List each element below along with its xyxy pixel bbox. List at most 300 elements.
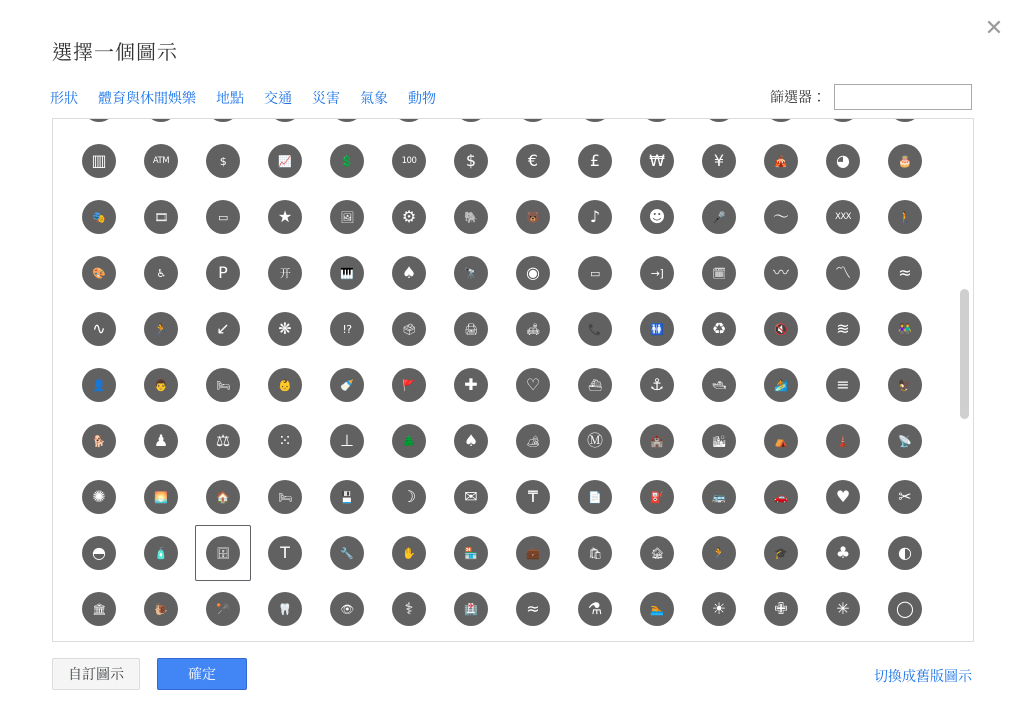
amusement-park-icon[interactable]: ⚙: [392, 200, 426, 234]
cake-icon[interactable]: 🎂: [888, 144, 922, 178]
icon-cell[interactable]: [381, 189, 437, 245]
icon-cell[interactable]: [505, 245, 561, 301]
swimming-icon[interactable]: ≋: [826, 312, 860, 346]
icon-cell[interactable]: [629, 637, 685, 641]
filter-input[interactable]: [834, 84, 972, 110]
icon-cell[interactable]: [691, 301, 747, 357]
calendar-icon[interactable]: 🗓: [702, 256, 736, 290]
partial-icon-4[interactable]: [268, 119, 302, 122]
icon-cell[interactable]: [319, 581, 375, 637]
icon-cell[interactable]: [629, 301, 685, 357]
icon-cell[interactable]: [753, 245, 809, 301]
icon-cell[interactable]: [629, 119, 685, 133]
bank-icon[interactable]: 🏛: [82, 592, 116, 626]
icon-cell[interactable]: [443, 133, 499, 189]
icon-cell[interactable]: [505, 119, 561, 133]
lab-icon[interactable]: ⚗: [578, 592, 612, 626]
scales-icon[interactable]: ⚖: [206, 424, 240, 458]
monument-icon[interactable]: ⊥: [330, 424, 364, 458]
icon-cell[interactable]: [195, 413, 251, 469]
icon-cell[interactable]: [133, 245, 189, 301]
icon-cell[interactable]: [71, 469, 127, 525]
anchor-icon[interactable]: ⚓: [640, 368, 674, 402]
icon-cell[interactable]: [71, 245, 127, 301]
clover-icon[interactable]: ♣: [826, 536, 860, 570]
icon-cell[interactable]: [505, 469, 561, 525]
briefcase-icon[interactable]: 💼: [516, 536, 550, 570]
icon-cell[interactable]: [629, 581, 685, 637]
partial-icon-5[interactable]: [330, 119, 364, 122]
snail-icon[interactable]: 🐌: [144, 592, 178, 626]
icon-cell[interactable]: [753, 133, 809, 189]
icon-cell[interactable]: [629, 469, 685, 525]
shelter-icon[interactable]: 🏚: [640, 536, 674, 570]
icon-cell[interactable]: [691, 245, 747, 301]
text-icon[interactable]: T: [268, 536, 302, 570]
icon-cell[interactable]: [133, 357, 189, 413]
icon-cell[interactable]: [567, 581, 623, 637]
icon-cell[interactable]: [381, 357, 437, 413]
icon-cell[interactable]: [691, 413, 747, 469]
icon-cell[interactable]: [815, 469, 871, 525]
icon-cell[interactable]: [319, 637, 375, 641]
icon-cell[interactable]: [815, 413, 871, 469]
icon-cell[interactable]: [629, 245, 685, 301]
tab-disaster[interactable]: 災害: [312, 90, 340, 106]
partial-icon-3[interactable]: [206, 119, 240, 122]
icon-cell[interactable]: [71, 133, 127, 189]
conifer-icon[interactable]: 🌲: [392, 424, 426, 458]
hotel-bed-icon[interactable]: 🛏: [268, 480, 302, 514]
icon-cell[interactable]: [815, 525, 871, 581]
icon-cell[interactable]: [381, 133, 437, 189]
tab-places[interactable]: 地點: [216, 90, 244, 106]
half-circle-icon[interactable]: ◓: [82, 536, 116, 570]
icon-cell[interactable]: [505, 525, 561, 581]
running-icon[interactable]: 🏃: [144, 312, 178, 346]
eye-icon[interactable]: 👁: [330, 592, 364, 626]
icon-cell[interactable]: [195, 525, 251, 581]
icon-cell[interactable]: [195, 133, 251, 189]
euro-icon[interactable]: €: [516, 144, 550, 178]
legacy-icons-link[interactable]: 切換成舊版圖示: [874, 668, 972, 684]
camping-icon[interactable]: 🏕: [516, 424, 550, 458]
vending-machine-icon[interactable]: 🗳: [392, 312, 426, 346]
icon-cell[interactable]: [381, 245, 437, 301]
icon-cell[interactable]: [195, 245, 251, 301]
ticket-icon[interactable]: ▥: [82, 144, 116, 178]
mail-icon[interactable]: ✉: [454, 480, 488, 514]
lounge-icon[interactable]: 🛋: [516, 312, 550, 346]
icon-cell[interactable]: [195, 637, 251, 641]
tab-weather[interactable]: 氣象: [360, 90, 388, 106]
icon-cell[interactable]: [257, 413, 313, 469]
icon-cell[interactable]: [195, 301, 251, 357]
icon-cell[interactable]: [505, 413, 561, 469]
sunrise-icon[interactable]: 🌅: [144, 480, 178, 514]
icon-cell[interactable]: [567, 525, 623, 581]
telephone-icon[interactable]: 📞: [578, 312, 612, 346]
icon-cell[interactable]: [753, 413, 809, 469]
snowflake-icon[interactable]: ❋: [268, 312, 302, 346]
icon-cell[interactable]: [133, 581, 189, 637]
icon-cell[interactable]: [815, 245, 871, 301]
money-bill-icon[interactable]: $: [206, 144, 240, 178]
restroom-icon[interactable]: 🚻: [640, 312, 674, 346]
icon-cell[interactable]: [691, 581, 747, 637]
icon-cell[interactable]: [71, 581, 127, 637]
icon-cell[interactable]: [443, 413, 499, 469]
information-icon[interactable]: !?: [330, 312, 364, 346]
partial-icon-2[interactable]: [144, 119, 178, 122]
icon-cell[interactable]: [691, 119, 747, 133]
bus-icon[interactable]: 🚌: [702, 480, 736, 514]
dog-icon[interactable]: 🐕: [82, 424, 116, 458]
boat-icon[interactable]: 🛥: [702, 368, 736, 402]
icon-cell[interactable]: [257, 357, 313, 413]
dollar-icon[interactable]: $: [454, 144, 488, 178]
icon-cell[interactable]: [319, 245, 375, 301]
partial-icon-12[interactable]: [764, 119, 798, 122]
accessible-icon[interactable]: ♿: [144, 256, 178, 290]
icon-cell[interactable]: [319, 133, 375, 189]
icon-cell[interactable]: [567, 301, 623, 357]
partial-icon-10[interactable]: [640, 119, 674, 122]
icon-cell[interactable]: [567, 189, 623, 245]
wrench-icon[interactable]: 🔧: [330, 536, 364, 570]
city-icon[interactable]: 🏙: [702, 424, 736, 458]
icon-cell[interactable]: [71, 301, 127, 357]
sun-icon[interactable]: ☀: [702, 592, 736, 626]
swim-pool-icon[interactable]: 🏊: [640, 592, 674, 626]
hand-icon[interactable]: ✋: [392, 536, 426, 570]
tab-sports-recreation[interactable]: 體育與休閒娛樂: [98, 90, 196, 106]
icon-cell[interactable]: [629, 413, 685, 469]
icon-cell[interactable]: [877, 189, 933, 245]
icon-cell[interactable]: [133, 133, 189, 189]
icon-cell[interactable]: [257, 469, 313, 525]
icon-cell[interactable]: [815, 119, 871, 133]
entrance-icon[interactable]: →]: [640, 256, 674, 290]
heart-icon[interactable]: ♥: [826, 480, 860, 514]
icon-cell[interactable]: [319, 189, 375, 245]
icon-cell[interactable]: [71, 413, 127, 469]
bear-icon[interactable]: 🐻: [516, 200, 550, 234]
icon-grid-scroll-area[interactable]: [53, 119, 973, 641]
icon-cell[interactable]: [381, 469, 437, 525]
icon-cell[interactable]: [319, 119, 375, 133]
icon-cell[interactable]: [691, 357, 747, 413]
bench-icon[interactable]: ▭: [206, 200, 240, 234]
icon-cell[interactable]: [753, 525, 809, 581]
pound-icon[interactable]: £: [578, 144, 612, 178]
post-icon[interactable]: ₸: [516, 480, 550, 514]
tab-transport[interactable]: 交通: [264, 90, 292, 106]
icon-cell[interactable]: [319, 357, 375, 413]
camera-icon[interactable]: ◉: [516, 256, 550, 290]
film-strip-icon[interactable]: 🎞: [144, 200, 178, 234]
icon-cell[interactable]: [381, 581, 437, 637]
sport-icon[interactable]: 🥍: [206, 592, 240, 626]
icon-cell[interactable]: [133, 413, 189, 469]
water-slide-icon[interactable]: 〽: [826, 256, 860, 290]
ok-button[interactable]: 確定: [157, 658, 247, 690]
icon-cell[interactable]: [133, 525, 189, 581]
icon-cell[interactable]: [319, 525, 375, 581]
tab-shapes[interactable]: 形狀: [50, 90, 78, 106]
partial-icon-9[interactable]: [578, 119, 612, 122]
icon-cell[interactable]: [257, 133, 313, 189]
icon-cell[interactable]: [257, 301, 313, 357]
icon-cell[interactable]: [567, 413, 623, 469]
castle-icon[interactable]: 🏰: [640, 424, 674, 458]
no-noise-icon[interactable]: 🔇: [764, 312, 798, 346]
locker-icon[interactable]: 🗄: [206, 536, 240, 570]
house-icon[interactable]: 🏠: [206, 480, 240, 514]
icon-cell[interactable]: [195, 357, 251, 413]
binoculars-icon[interactable]: 🔭: [454, 256, 488, 290]
adult-icon[interactable]: XXX: [826, 200, 860, 234]
slide-icon[interactable]: 〰: [764, 256, 798, 290]
fuel-icon[interactable]: ⛽: [640, 480, 674, 514]
icon-cell[interactable]: [691, 189, 747, 245]
icon-cell[interactable]: [133, 469, 189, 525]
skiing-icon[interactable]: ↙: [206, 312, 240, 346]
music-note-icon[interactable]: ♪: [578, 200, 612, 234]
icon-cell[interactable]: [443, 357, 499, 413]
tab-animals[interactable]: 動物: [408, 90, 436, 106]
asterisk-icon[interactable]: ✳: [826, 592, 860, 626]
icon-cell[interactable]: [567, 637, 623, 641]
cross-icon[interactable]: ✙: [764, 592, 798, 626]
yen-icon[interactable]: ¥: [702, 144, 736, 178]
icon-cell[interactable]: [505, 301, 561, 357]
baby-icon[interactable]: 👶: [268, 368, 302, 402]
firework-icon[interactable]: ✺: [82, 480, 116, 514]
shopping-bag-icon[interactable]: 🛍: [578, 536, 612, 570]
icon-cell[interactable]: [815, 357, 871, 413]
icon-cell[interactable]: [505, 637, 561, 641]
icon-cell[interactable]: [257, 525, 313, 581]
icon-cell[interactable]: [443, 469, 499, 525]
baby-changing-icon[interactable]: 🛏: [206, 368, 240, 402]
video-camera-icon[interactable]: ▭: [578, 256, 612, 290]
icon-cell[interactable]: [443, 189, 499, 245]
icon-cell[interactable]: [71, 119, 127, 133]
icon-cell[interactable]: [381, 525, 437, 581]
icon-cell[interactable]: [629, 189, 685, 245]
antenna-icon[interactable]: 📡: [888, 424, 922, 458]
icon-cell[interactable]: [815, 581, 871, 637]
icon-cell[interactable]: [753, 301, 809, 357]
wave-icon[interactable]: ≈: [888, 256, 922, 290]
flag-marker-icon[interactable]: 🚩: [392, 368, 426, 402]
icon-cell[interactable]: [753, 637, 809, 641]
icon-cell[interactable]: [443, 525, 499, 581]
convenience-store-icon[interactable]: 🏪: [454, 536, 488, 570]
icon-cell[interactable]: [691, 133, 747, 189]
bowling-icon[interactable]: ☻: [640, 200, 674, 234]
icon-cell[interactable]: [877, 581, 933, 637]
icon-cell[interactable]: [195, 119, 251, 133]
car-icon[interactable]: 🚗: [764, 480, 798, 514]
medical-icon[interactable]: ⚕: [392, 592, 426, 626]
icon-cell[interactable]: [505, 189, 561, 245]
icon-cell[interactable]: [257, 119, 313, 133]
document-icon[interactable]: 📄: [578, 480, 612, 514]
surfer-icon[interactable]: 🏄: [764, 368, 798, 402]
icon-cell[interactable]: [71, 637, 127, 641]
microphone-icon[interactable]: 🎤: [702, 200, 736, 234]
contrast-icon[interactable]: ◐: [888, 536, 922, 570]
icon-cell[interactable]: [133, 637, 189, 641]
icon-cell[interactable]: [71, 357, 127, 413]
icon-cell[interactable]: [753, 469, 809, 525]
theater-mask-icon[interactable]: ◕: [826, 144, 860, 178]
icon-cell[interactable]: [691, 469, 747, 525]
icon-cell[interactable]: [753, 119, 809, 133]
icon-cell[interactable]: [195, 469, 251, 525]
plant-icon[interactable]: ♠: [454, 424, 488, 458]
icon-cell[interactable]: [629, 357, 685, 413]
icon-cell[interactable]: [567, 119, 623, 133]
icon-cell[interactable]: [195, 581, 251, 637]
icon-cell[interactable]: [319, 301, 375, 357]
graduation-icon[interactable]: 🎓: [764, 536, 798, 570]
icon-cell[interactable]: [505, 133, 561, 189]
icon-cell[interactable]: [443, 581, 499, 637]
icon-cell[interactable]: [629, 133, 685, 189]
picture-frame-icon[interactable]: 🖼: [330, 200, 364, 234]
first-aid-icon[interactable]: ✚: [454, 368, 488, 402]
moon-icon[interactable]: ☽: [392, 480, 426, 514]
partial-icon-13[interactable]: [826, 119, 860, 122]
metro-icon[interactable]: Ⓜ: [578, 424, 612, 458]
hundred-icon[interactable]: 100: [392, 144, 426, 178]
partial-icon-7[interactable]: [454, 119, 488, 122]
partial-icon-6[interactable]: [392, 119, 426, 122]
piano-icon[interactable]: 🎹: [330, 256, 364, 290]
icon-cell[interactable]: [133, 119, 189, 133]
atm-icon[interactable]: ATM: [144, 144, 178, 178]
bird-icon[interactable]: 🦅: [888, 368, 922, 402]
laundry-icon[interactable]: 🧴: [144, 536, 178, 570]
icon-cell[interactable]: [691, 525, 747, 581]
parking-icon[interactable]: P: [206, 256, 240, 290]
icon-cell[interactable]: [629, 525, 685, 581]
elephant-icon[interactable]: 🐘: [454, 200, 488, 234]
icon-cell[interactable]: [815, 189, 871, 245]
icon-cell[interactable]: [753, 581, 809, 637]
icon-cell[interactable]: [567, 245, 623, 301]
ski-slope-icon[interactable]: ∿: [82, 312, 116, 346]
icon-cell[interactable]: [257, 245, 313, 301]
icon-cell[interactable]: [505, 357, 561, 413]
icon-cell[interactable]: [877, 119, 933, 133]
icon-cell[interactable]: [691, 637, 747, 641]
icon-cell[interactable]: [877, 245, 933, 301]
icon-cell[interactable]: [567, 357, 623, 413]
icon-cell[interactable]: [257, 637, 313, 641]
chess-pawn-icon[interactable]: ♟: [144, 424, 178, 458]
partial-icon-14[interactable]: [888, 119, 922, 122]
tree-icon[interactable]: ♠: [392, 256, 426, 290]
icon-cell[interactable]: [381, 637, 437, 641]
icon-cell[interactable]: [753, 189, 809, 245]
scissors-icon[interactable]: ✂: [888, 480, 922, 514]
art-gallery-icon[interactable]: 🎭: [82, 200, 116, 234]
icon-cell[interactable]: [381, 413, 437, 469]
icon-cell[interactable]: [195, 189, 251, 245]
scrollbar-thumb[interactable]: [960, 289, 969, 419]
icon-cell[interactable]: [815, 301, 871, 357]
icon-cell[interactable]: [877, 469, 933, 525]
carnival-icon[interactable]: 🎪: [764, 144, 798, 178]
partial-icon-8[interactable]: [516, 119, 550, 122]
icon-cell[interactable]: [815, 133, 871, 189]
recycling-icon[interactable]: ♻: [702, 312, 736, 346]
icon-cell[interactable]: [71, 525, 127, 581]
icon-cell[interactable]: [319, 413, 375, 469]
partial-icon-1[interactable]: [82, 119, 116, 122]
icon-cell[interactable]: [71, 189, 127, 245]
icon-cell[interactable]: [877, 301, 933, 357]
dots-icon[interactable]: ⁙: [268, 424, 302, 458]
star-badge-icon[interactable]: ★: [268, 200, 302, 234]
hospital-icon[interactable]: 🏥: [454, 592, 488, 626]
circle-icon[interactable]: ◯: [888, 592, 922, 626]
icon-cell[interactable]: [815, 637, 871, 641]
close-icon[interactable]: ✕: [984, 15, 1004, 40]
printer-icon[interactable]: 🖨: [454, 312, 488, 346]
icon-cell[interactable]: [133, 301, 189, 357]
water-icon[interactable]: ≈: [516, 592, 550, 626]
icon-cell[interactable]: [443, 119, 499, 133]
icon-cell[interactable]: [257, 189, 313, 245]
jogging-icon[interactable]: 🏃: [702, 536, 736, 570]
scrollbar-track[interactable]: [962, 121, 971, 639]
icon-cell[interactable]: [753, 357, 809, 413]
family-icon[interactable]: 👫: [888, 312, 922, 346]
gate-icon[interactable]: 开: [268, 256, 302, 290]
heart-shield-icon[interactable]: ♡: [516, 368, 550, 402]
tower-icon[interactable]: 🗼: [826, 424, 860, 458]
tent-icon[interactable]: ⛺: [764, 424, 798, 458]
icon-cell[interactable]: [877, 357, 933, 413]
hostel-icon[interactable]: 💾: [330, 480, 364, 514]
icon-cell[interactable]: [877, 637, 933, 641]
custom-icon-button[interactable]: 自訂圖示: [52, 658, 140, 690]
icon-cell[interactable]: [877, 525, 933, 581]
currency-exchange-icon[interactable]: 💲: [330, 144, 364, 178]
stock-chart-icon[interactable]: 📈: [268, 144, 302, 178]
ferry-icon[interactable]: ⛴: [578, 368, 612, 402]
icon-cell[interactable]: [257, 581, 313, 637]
icon-cell[interactable]: [381, 301, 437, 357]
icon-cell[interactable]: [877, 413, 933, 469]
moustache-icon[interactable]: 〜: [764, 200, 798, 234]
icon-cell[interactable]: [443, 245, 499, 301]
icon-cell[interactable]: [319, 469, 375, 525]
won-icon[interactable]: ₩: [640, 144, 674, 178]
icon-cell[interactable]: [877, 133, 933, 189]
icon-cell[interactable]: [381, 119, 437, 133]
partial-icon-11[interactable]: [702, 119, 736, 122]
palette-icon[interactable]: 🎨: [82, 256, 116, 290]
icon-cell[interactable]: [505, 581, 561, 637]
icon-cell[interactable]: [567, 469, 623, 525]
icon-cell[interactable]: [443, 301, 499, 357]
